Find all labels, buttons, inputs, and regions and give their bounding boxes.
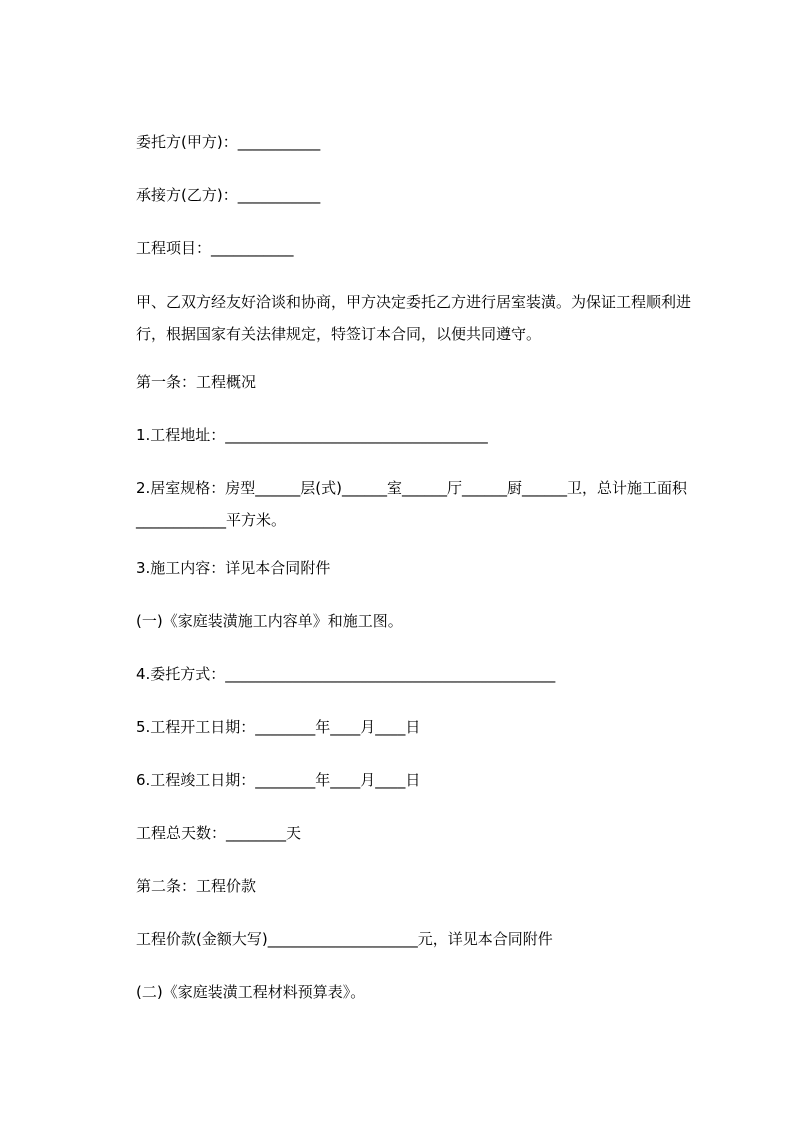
project-price-line: 工程价款(金额大写)____________________元，详见本合同附件 bbox=[136, 930, 553, 948]
project-name-line: 工程项目：___________ bbox=[136, 239, 294, 257]
article-1-heading: 第一条：工程概况 bbox=[136, 373, 257, 391]
start-date-line: 5.工程开工日期：________年____月____日 bbox=[136, 718, 421, 736]
preamble-paragraph: 甲、乙双方经友好洽谈和协商，甲方决定委托乙方进行居室装潢。为保证工程顺利进行，根据国家有关法律规定，特签订本合同，以便共同遵守。 bbox=[136, 293, 692, 343]
article-2-heading: 第二条：工程价款 bbox=[136, 877, 257, 895]
client-party-line: 委托方(甲方)：___________ bbox=[136, 133, 321, 151]
project-address-line: 1.工程地址：___________________________________ bbox=[136, 426, 488, 444]
contractor-party-line: 承接方(乙方)：___________ bbox=[136, 186, 321, 204]
completion-date-line: 6.工程竣工日期：________年____月____日 bbox=[136, 771, 421, 789]
commission-method-line: 4.委托方式：____________________________________________ bbox=[136, 665, 556, 683]
room-spec-paragraph: 2.居室规格：房型______层(式)______室______厅______厨______卫，总计施工面积____________平方米。 bbox=[136, 479, 688, 529]
construction-content-line: 3.施工内容：详见本合同附件 bbox=[136, 559, 331, 577]
attachment-1-line: (一)《家庭装潢施工内容单》和施工图。 bbox=[136, 612, 403, 630]
attachment-2-line: (二)《家庭装潢工程材料预算表》。 bbox=[136, 983, 366, 1001]
total-days-line: 工程总天数：________天 bbox=[136, 824, 302, 842]
